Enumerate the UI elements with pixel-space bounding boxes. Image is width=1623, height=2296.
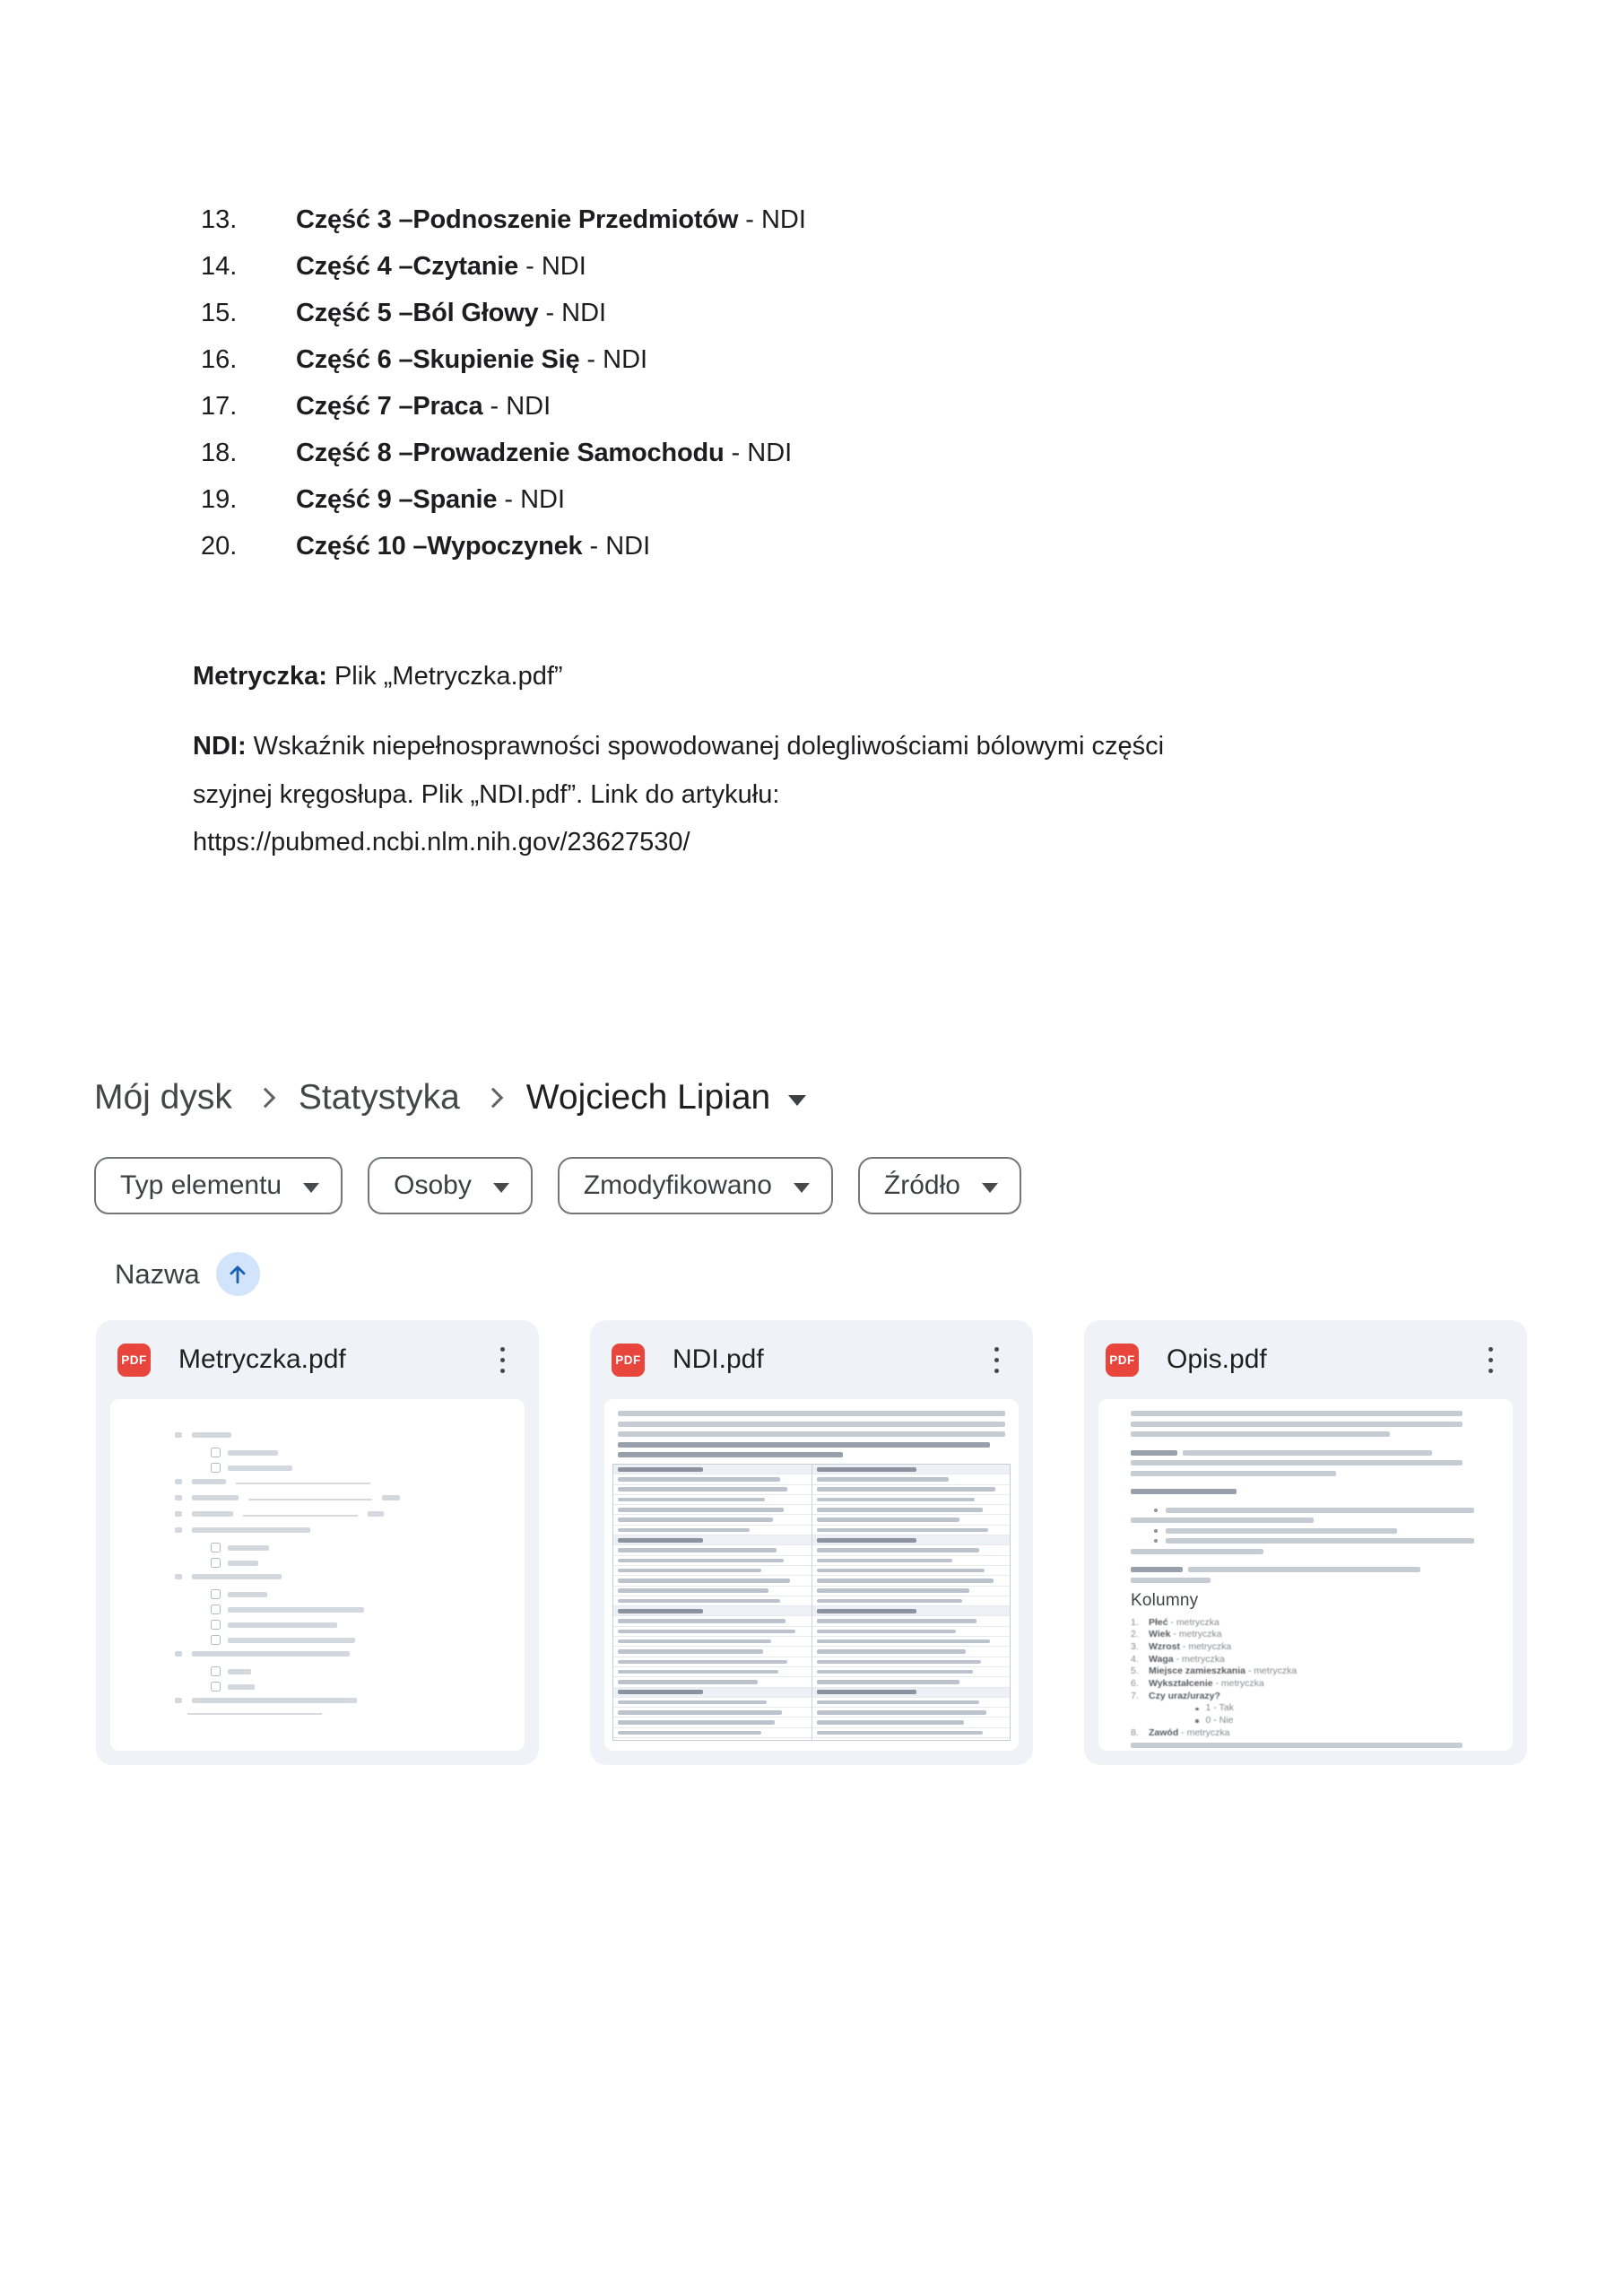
chevron-right-icon <box>482 1088 503 1109</box>
file-preview-thumbnail <box>1098 1399 1513 1751</box>
list-item-number: 13. <box>201 205 238 234</box>
metryczka-text: Plik „Metryczka.pdf” <box>326 662 563 691</box>
ndi-line-1: NDI: Wskaźnik niepełnosprawności spowodowanej dolegliwościami bólowymi części <box>193 732 1165 761</box>
list-item-suffix: - NDI <box>497 485 566 514</box>
list-item-number: 20. <box>201 532 238 561</box>
breadcrumb-statystyka[interactable]: Statystyka <box>298 1078 460 1117</box>
dropdown-caret-icon <box>493 1183 509 1193</box>
list-item-suffix: - NDI <box>538 299 607 327</box>
list-item-number: 19. <box>201 485 238 514</box>
file-card-header <box>96 1320 539 1399</box>
preview-column-list: 1. Płeć - metryczka 2. Wiek - metryczka 3. Wzrost - metryczka 4. Waga - metryczka 5. Miejsce zamieszkania - metryczka 6. Wykształcenie - metryczka 7. Czy uraz/urazy? 1 - Tak 0 - Nie 8. Zawód - metryczka <box>1131 1616 1298 1738</box>
preview-heading: Kolumny <box>1131 1590 1199 1610</box>
list-item-title: Część 5 –Ból Głowy <box>296 299 539 327</box>
file-card-header <box>590 1320 1033 1399</box>
pdf-file-icon: PDF <box>117 1344 151 1377</box>
ndi-line-2: szyjnej kręgosłupa. Plik „NDI.pdf”. Link do artykułu: <box>193 779 780 809</box>
sort-by-name-control[interactable] <box>115 1252 260 1296</box>
list-item-suffix: - NDI <box>738 205 806 234</box>
list-item <box>201 383 806 430</box>
file-name: NDI.pdf <box>673 1344 764 1374</box>
filter-chip-modified[interactable] <box>558 1157 833 1214</box>
filter-chip-label: Osoby <box>394 1170 472 1200</box>
metryczka-paragraph <box>193 662 563 691</box>
metryczka-label: Metryczka: <box>193 662 327 691</box>
more-options-icon[interactable] <box>1475 1340 1506 1379</box>
file-card-header <box>1084 1320 1527 1399</box>
list-item-number: 18. <box>201 439 238 467</box>
filter-chip-people[interactable] <box>368 1157 533 1214</box>
list-item-number: 15. <box>201 299 238 327</box>
sort-direction-button[interactable] <box>216 1252 260 1296</box>
list-item-number: 14. <box>201 252 238 281</box>
dropdown-caret-icon <box>794 1183 810 1193</box>
sort-label: Nazwa <box>115 1257 200 1290</box>
list-item-title: Część 6 –Skupienie Się <box>296 345 580 374</box>
list-item <box>201 336 806 383</box>
preview-cutoff-line <box>1131 1743 1462 1748</box>
list-item <box>201 243 806 290</box>
list-item <box>201 196 806 243</box>
file-card-metryczka[interactable] <box>96 1320 539 1765</box>
dropdown-caret-icon <box>982 1183 998 1193</box>
preview-paragraph-skeleton <box>1131 1411 1462 1583</box>
file-card-opis[interactable] <box>1084 1320 1527 1765</box>
list-item-suffix: - NDI <box>582 532 651 561</box>
breadcrumb-my-drive[interactable]: Mój dysk <box>94 1078 232 1117</box>
list-item-title: Część 4 –Czytanie <box>296 252 519 281</box>
filter-chip-label: Zmodyfikowano <box>583 1170 772 1200</box>
document-numbered-list <box>201 196 806 570</box>
breadcrumb <box>94 1074 806 1121</box>
file-name: Opis.pdf <box>1167 1344 1267 1374</box>
list-item-number: 16. <box>201 345 238 374</box>
chevron-right-icon <box>256 1088 276 1109</box>
preview-form-skeleton <box>175 1431 426 1716</box>
list-item-suffix: - NDI <box>518 252 586 281</box>
breadcrumb-current-folder[interactable] <box>526 1078 806 1118</box>
list-item-title: Część 7 –Praca <box>296 392 483 421</box>
preview-document <box>1131 1411 1462 1748</box>
file-card-ndi[interactable] <box>590 1320 1033 1765</box>
more-options-icon[interactable] <box>487 1340 517 1379</box>
more-options-icon[interactable] <box>981 1340 1011 1379</box>
ndi-link: https://pubmed.ncbi.nlm.nih.gov/23627530/ <box>193 828 690 857</box>
list-item <box>201 290 806 336</box>
breadcrumb-current-folder-label: Wojciech Lipian <box>525 1078 771 1117</box>
dropdown-caret-icon <box>303 1183 319 1193</box>
preview-paragraph-skeleton <box>618 1411 1005 1463</box>
file-preview-thumbnail <box>110 1399 525 1751</box>
list-item-suffix: - NDI <box>724 439 793 467</box>
preview-table-skeleton <box>612 1464 1011 1741</box>
list-item-number: 17. <box>201 392 238 421</box>
filter-chip-source[interactable] <box>858 1157 1021 1214</box>
arrow-up-icon <box>226 1263 249 1286</box>
file-preview-thumbnail <box>604 1399 1019 1751</box>
filter-chip-type[interactable] <box>94 1157 343 1214</box>
filter-chip-label: Typ elementu <box>120 1170 282 1200</box>
list-item <box>201 430 806 476</box>
list-item-suffix: - NDI <box>579 345 648 374</box>
list-item-title: Część 8 –Prowadzenie Samochodu <box>296 439 725 467</box>
file-card-grid <box>96 1320 1527 1765</box>
filter-chip-label: Źródło <box>883 1170 960 1200</box>
list-item-suffix: - NDI <box>482 392 551 421</box>
ndi-label: NDI: <box>193 732 247 761</box>
pdf-file-icon: PDF <box>1106 1344 1139 1377</box>
list-item-title: Część 9 –Spanie <box>296 485 498 514</box>
list-item <box>201 476 806 523</box>
ndi-paragraph <box>193 723 1164 867</box>
list-item-title: Część 3 –Podnoszenie Przedmiotów <box>296 205 739 234</box>
filter-chip-bar <box>94 1157 1021 1214</box>
list-item <box>201 523 806 570</box>
pdf-file-icon: PDF <box>612 1344 645 1377</box>
dropdown-caret-icon <box>788 1095 806 1106</box>
file-name: Metryczka.pdf <box>178 1344 346 1374</box>
list-item-title: Część 10 –Wypoczynek <box>296 532 583 561</box>
